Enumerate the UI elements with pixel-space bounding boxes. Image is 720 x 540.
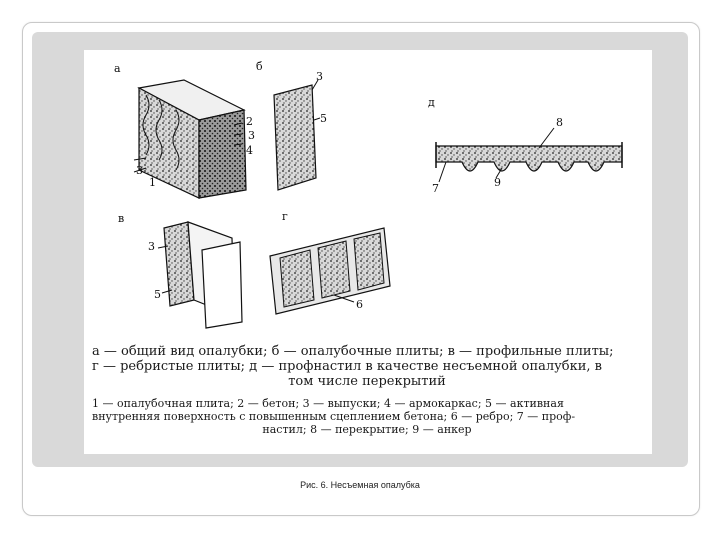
panel-a-drawing bbox=[114, 62, 255, 198]
callout-b-5: 5 bbox=[320, 112, 327, 125]
legend-text bbox=[92, 397, 642, 436]
figure-caption bbox=[92, 344, 642, 436]
figure-drawings bbox=[84, 50, 652, 350]
callout-a-1: 1 bbox=[149, 176, 156, 189]
figure bbox=[84, 50, 652, 454]
callout-v-3: 3 bbox=[148, 240, 155, 253]
caption-text bbox=[92, 344, 642, 389]
callout-v-5: 5 bbox=[154, 288, 161, 301]
legend-line-2: внутренняя поверхность с повышенным сцеплением бетона; 6 — ребро; 7 — проф- bbox=[92, 410, 576, 423]
panel-label-b: б bbox=[256, 60, 263, 73]
panel-label-d: д bbox=[428, 96, 435, 109]
slide-caption: Рис. 6. Несъемная опалубка bbox=[300, 480, 420, 490]
callout-d-8: 8 bbox=[556, 116, 563, 129]
panel-label-a: а bbox=[114, 62, 121, 75]
panel-g-drawing bbox=[270, 210, 390, 314]
panel-label-v: в bbox=[118, 212, 125, 225]
legend-line-3: настил; 8 — перекрытие; 9 — анкер bbox=[262, 423, 472, 436]
panel-v-drawing bbox=[118, 212, 242, 328]
callout-a-2: 2 bbox=[246, 115, 253, 128]
legend-line-1: 1 — опалубочная плита; 2 — бетон; 3 — выпуски; 4 — армокаркас; 5 — активная bbox=[92, 397, 564, 410]
callout-a-3-left: 3 bbox=[136, 164, 143, 177]
callout-g-6: 6 bbox=[356, 298, 363, 311]
panel-label-g: г bbox=[282, 210, 288, 223]
caption-line-1: а — общий вид опалубки; б — опалубочные плиты; в — профильные плиты; bbox=[92, 344, 614, 359]
panel-d-drawing bbox=[428, 96, 622, 195]
callout-a-3: 3 bbox=[248, 129, 255, 142]
panel-b-drawing bbox=[256, 60, 327, 190]
callout-d-9: 9 bbox=[494, 176, 501, 189]
callout-d-7: 7 bbox=[432, 182, 439, 195]
callout-b-3: 3 bbox=[316, 70, 323, 83]
caption-line-2: г — ребристые плиты; д — профнастил в качестве несъемной опалубки, в bbox=[92, 359, 602, 374]
caption-line-3: том числе перекрытий bbox=[288, 374, 446, 389]
callout-a-4: 4 bbox=[246, 144, 253, 157]
